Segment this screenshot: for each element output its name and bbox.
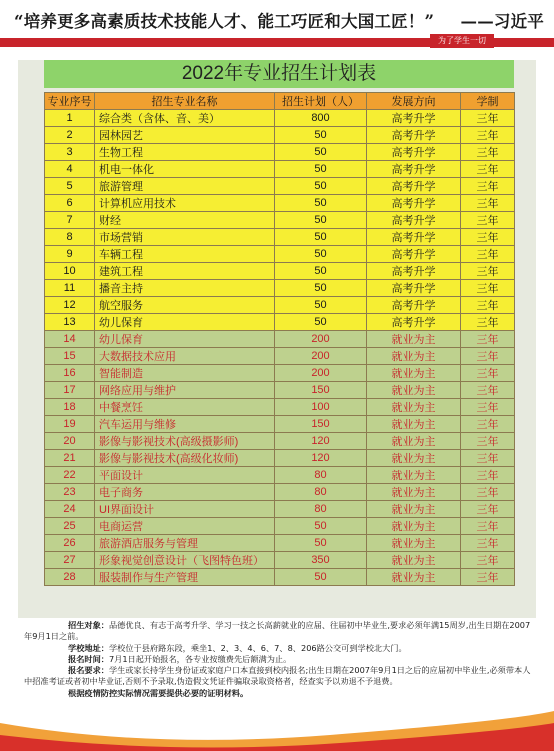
table-row <box>45 110 515 127</box>
cell-seq: 27 <box>45 552 95 569</box>
cell-direction: 就业为主 <box>367 518 461 535</box>
enrollment-table <box>44 92 515 586</box>
table-row <box>45 297 515 314</box>
cell-plan: 100 <box>275 399 367 416</box>
table-row <box>45 246 515 263</box>
table-row <box>45 467 515 484</box>
cell-plan: 80 <box>275 467 367 484</box>
table-row <box>45 144 515 161</box>
note-target-label: 招生对象： <box>68 620 109 630</box>
cell-name: 网络应用与维护 <box>95 382 275 399</box>
cell-seq: 28 <box>45 569 95 586</box>
cell-direction: 就业为主 <box>367 467 461 484</box>
cell-plan: 120 <box>275 433 367 450</box>
cell-duration: 三年 <box>461 552 515 569</box>
note-address-text: 学校位于县府路东段，乘坐1、2、3、4、6、7、8、206路公交可到学校北大门。 <box>108 642 407 653</box>
cell-duration: 三年 <box>461 246 515 263</box>
cell-duration: 三年 <box>461 331 515 348</box>
cell-name: 旅游管理 <box>95 178 275 195</box>
cell-name: 电子商务 <box>95 484 275 501</box>
cell-direction: 高考升学 <box>367 246 461 263</box>
header-direction: 发展方向 <box>367 93 461 110</box>
cell-plan: 50 <box>275 212 367 229</box>
cell-duration: 三年 <box>461 365 515 382</box>
cell-name: 车辆工程 <box>95 246 275 263</box>
note-time-label: 报名时间： <box>68 653 109 664</box>
cell-direction: 高考升学 <box>367 195 461 212</box>
note-target <box>24 620 534 643</box>
cell-duration: 三年 <box>461 501 515 518</box>
table-row <box>45 195 515 212</box>
cell-plan: 50 <box>275 518 367 535</box>
cell-name: 财经 <box>95 212 275 229</box>
cell-name: 航空服务 <box>95 297 275 314</box>
cell-plan: 800 <box>275 110 367 127</box>
cell-seq: 23 <box>45 484 95 501</box>
cell-seq: 16 <box>45 365 95 382</box>
cell-duration: 三年 <box>461 144 515 161</box>
cell-seq: 20 <box>45 433 95 450</box>
cell-seq: 3 <box>45 144 95 161</box>
note-requirement <box>24 665 534 688</box>
cell-direction: 就业为主 <box>367 416 461 433</box>
cell-duration: 三年 <box>461 450 515 467</box>
cell-plan: 120 <box>275 450 367 467</box>
cell-direction: 就业为主 <box>367 484 461 501</box>
cell-direction: 就业为主 <box>367 348 461 365</box>
cell-name: 服装制作与生产管理 <box>95 569 275 586</box>
cell-duration: 三年 <box>461 416 515 433</box>
cell-duration: 三年 <box>461 297 515 314</box>
cell-name: 大数据技术应用 <box>95 348 275 365</box>
cell-plan: 50 <box>275 263 367 280</box>
table-row <box>45 569 515 586</box>
cell-plan: 50 <box>275 535 367 552</box>
table-row <box>45 348 515 365</box>
table-row <box>45 365 515 382</box>
cell-direction: 就业为主 <box>367 450 461 467</box>
cell-seq: 14 <box>45 331 95 348</box>
cell-plan: 200 <box>275 348 367 365</box>
note-req-text: 学生或家长持学生身份证或家庭户口本直接到校内报名;出生日期在2007年9月1日之后的应届初中毕业生,必须带本人中招准考证或者初中毕业证,否则不予录取,伪造假文凭证件骗取录取资格者，经查实予以劝退不予退费。 <box>24 665 531 687</box>
cell-name: 机电一体化 <box>95 161 275 178</box>
cell-seq: 10 <box>45 263 95 280</box>
cell-seq: 18 <box>45 399 95 416</box>
slogan-quote: “培养更多高素质技术技能人才、能工巧匠和大国工匠！” <box>14 12 435 31</box>
cell-duration: 三年 <box>461 195 515 212</box>
cell-direction: 就业为主 <box>367 382 461 399</box>
cell-direction: 高考升学 <box>367 314 461 331</box>
slogan-author: ——习近平 <box>460 12 544 31</box>
cell-seq: 4 <box>45 161 95 178</box>
cell-plan: 350 <box>275 552 367 569</box>
cell-name: UI界面设计 <box>95 501 275 518</box>
cell-plan: 50 <box>275 280 367 297</box>
cell-seq: 6 <box>45 195 95 212</box>
cell-seq: 8 <box>45 229 95 246</box>
cell-plan: 80 <box>275 484 367 501</box>
cell-direction: 就业为主 <box>367 399 461 416</box>
cell-plan: 50 <box>275 297 367 314</box>
cell-duration: 三年 <box>461 263 515 280</box>
table-row <box>45 178 515 195</box>
cell-plan: 50 <box>275 569 367 586</box>
cell-duration: 三年 <box>461 348 515 365</box>
note-address <box>24 643 534 654</box>
cell-direction: 高考升学 <box>367 161 461 178</box>
header-name: 招生专业名称 <box>95 93 275 110</box>
table-row <box>45 518 515 535</box>
cell-duration: 三年 <box>461 314 515 331</box>
cell-name: 旅游酒店服务与管理 <box>95 535 275 552</box>
cell-name: 综合类（含体、音、美） <box>95 110 275 127</box>
table-row <box>45 127 515 144</box>
cell-name: 市场营销 <box>95 229 275 246</box>
cell-name: 智能制造 <box>95 365 275 382</box>
note-time <box>24 654 534 665</box>
cell-plan: 50 <box>275 127 367 144</box>
cell-direction: 高考升学 <box>367 280 461 297</box>
decorative-wave <box>0 705 554 751</box>
table-row <box>45 161 515 178</box>
note-time-text: 7月1日起开始报名，各专业按缴费先后额满为止。 <box>108 653 292 664</box>
cell-duration: 三年 <box>461 569 515 586</box>
table-body <box>45 110 515 586</box>
cell-direction: 就业为主 <box>367 501 461 518</box>
table-row <box>45 212 515 229</box>
cell-direction: 高考升学 <box>367 229 461 246</box>
cell-name: 平面设计 <box>95 467 275 484</box>
cell-direction: 高考升学 <box>367 263 461 280</box>
cell-name: 电商运营 <box>95 518 275 535</box>
cell-seq: 26 <box>45 535 95 552</box>
cell-direction: 高考升学 <box>367 110 461 127</box>
note-req-label: 报名要求： <box>68 665 109 676</box>
cell-seq: 9 <box>45 246 95 263</box>
cell-duration: 三年 <box>461 467 515 484</box>
cell-plan: 200 <box>275 331 367 348</box>
cell-seq: 21 <box>45 450 95 467</box>
cell-direction: 高考升学 <box>367 178 461 195</box>
cell-seq: 15 <box>45 348 95 365</box>
note-final: 根据疫情防控实际情况需要提供必要的证明材料。 <box>68 687 249 698</box>
cell-direction: 就业为主 <box>367 433 461 450</box>
cell-seq: 5 <box>45 178 95 195</box>
cell-direction: 高考升学 <box>367 127 461 144</box>
slogan <box>14 8 544 32</box>
cell-direction: 就业为主 <box>367 535 461 552</box>
cell-duration: 三年 <box>461 280 515 297</box>
cell-plan: 50 <box>275 144 367 161</box>
cell-direction: 就业为主 <box>367 365 461 382</box>
cell-seq: 19 <box>45 416 95 433</box>
cell-name: 形象视觉创意设计（飞图特色班） <box>95 552 275 569</box>
cell-duration: 三年 <box>461 535 515 552</box>
cell-plan: 80 <box>275 501 367 518</box>
cell-seq: 17 <box>45 382 95 399</box>
cell-direction: 高考升学 <box>367 297 461 314</box>
cell-name: 中餐烹饪 <box>95 399 275 416</box>
table-row <box>45 535 515 552</box>
table-row <box>45 382 515 399</box>
cell-duration: 三年 <box>461 212 515 229</box>
cell-name: 建筑工程 <box>95 263 275 280</box>
table-row <box>45 399 515 416</box>
cell-direction: 就业为主 <box>367 552 461 569</box>
cell-duration: 三年 <box>461 484 515 501</box>
cell-duration: 三年 <box>461 127 515 144</box>
cell-seq: 7 <box>45 212 95 229</box>
cell-seq: 12 <box>45 297 95 314</box>
cell-duration: 三年 <box>461 229 515 246</box>
cell-name: 播音主持 <box>95 280 275 297</box>
cell-duration: 三年 <box>461 382 515 399</box>
cell-duration: 三年 <box>461 433 515 450</box>
cell-name: 幼儿保育 <box>95 314 275 331</box>
cell-seq: 1 <box>45 110 95 127</box>
cell-name: 计算机应用技术 <box>95 195 275 212</box>
cell-direction: 高考升学 <box>367 212 461 229</box>
cell-name: 影像与影视技术(高级摄影师) <box>95 433 275 450</box>
header-seq: 专业序号 <box>45 93 95 110</box>
table-row <box>45 331 515 348</box>
cell-plan: 50 <box>275 161 367 178</box>
cell-seq: 2 <box>45 127 95 144</box>
cell-duration: 三年 <box>461 161 515 178</box>
cell-plan: 150 <box>275 382 367 399</box>
cell-name: 影像与影视技术(高级化妆师) <box>95 450 275 467</box>
note-target-text: 品德优良、有志于高考升学、学习一技之长高薪就业的应届、往届初中毕业生,要求必须年满15周岁,出生日期在2007年9月1日之前。 <box>24 620 531 642</box>
cell-seq: 11 <box>45 280 95 297</box>
header-plan: 招生计划（人） <box>275 93 367 110</box>
table-row <box>45 416 515 433</box>
red-divider <box>0 38 554 47</box>
cell-plan: 50 <box>275 314 367 331</box>
cell-duration: 三年 <box>461 399 515 416</box>
table-row <box>45 229 515 246</box>
table-row <box>45 433 515 450</box>
cell-seq: 13 <box>45 314 95 331</box>
cell-direction: 高考升学 <box>367 144 461 161</box>
table-row <box>45 263 515 280</box>
table-row <box>45 552 515 569</box>
cell-duration: 三年 <box>461 518 515 535</box>
cell-direction: 就业为主 <box>367 331 461 348</box>
note-address-label: 学校地址： <box>68 642 109 653</box>
cell-plan: 50 <box>275 246 367 263</box>
table-row <box>45 314 515 331</box>
cell-plan: 200 <box>275 365 367 382</box>
slogan-tag: 为了学生一切 <box>430 34 494 48</box>
cell-seq: 25 <box>45 518 95 535</box>
cell-plan: 50 <box>275 195 367 212</box>
table-header-row <box>45 93 515 110</box>
cell-duration: 三年 <box>461 110 515 127</box>
cell-direction: 就业为主 <box>367 569 461 586</box>
cell-name: 园林园艺 <box>95 127 275 144</box>
table-row <box>45 280 515 297</box>
table-row <box>45 484 515 501</box>
cell-seq: 24 <box>45 501 95 518</box>
header-duration: 学制 <box>461 93 515 110</box>
cell-plan: 150 <box>275 416 367 433</box>
table-row <box>45 501 515 518</box>
table-title: 2022年专业招生计划表 <box>44 60 514 88</box>
table-row <box>45 450 515 467</box>
cell-name: 汽车运用与维修 <box>95 416 275 433</box>
cell-name: 生物工程 <box>95 144 275 161</box>
cell-name: 幼儿保育 <box>95 331 275 348</box>
cell-duration: 三年 <box>461 178 515 195</box>
cell-seq: 22 <box>45 467 95 484</box>
cell-plan: 50 <box>275 178 367 195</box>
cell-plan: 50 <box>275 229 367 246</box>
admission-notes <box>24 620 534 699</box>
